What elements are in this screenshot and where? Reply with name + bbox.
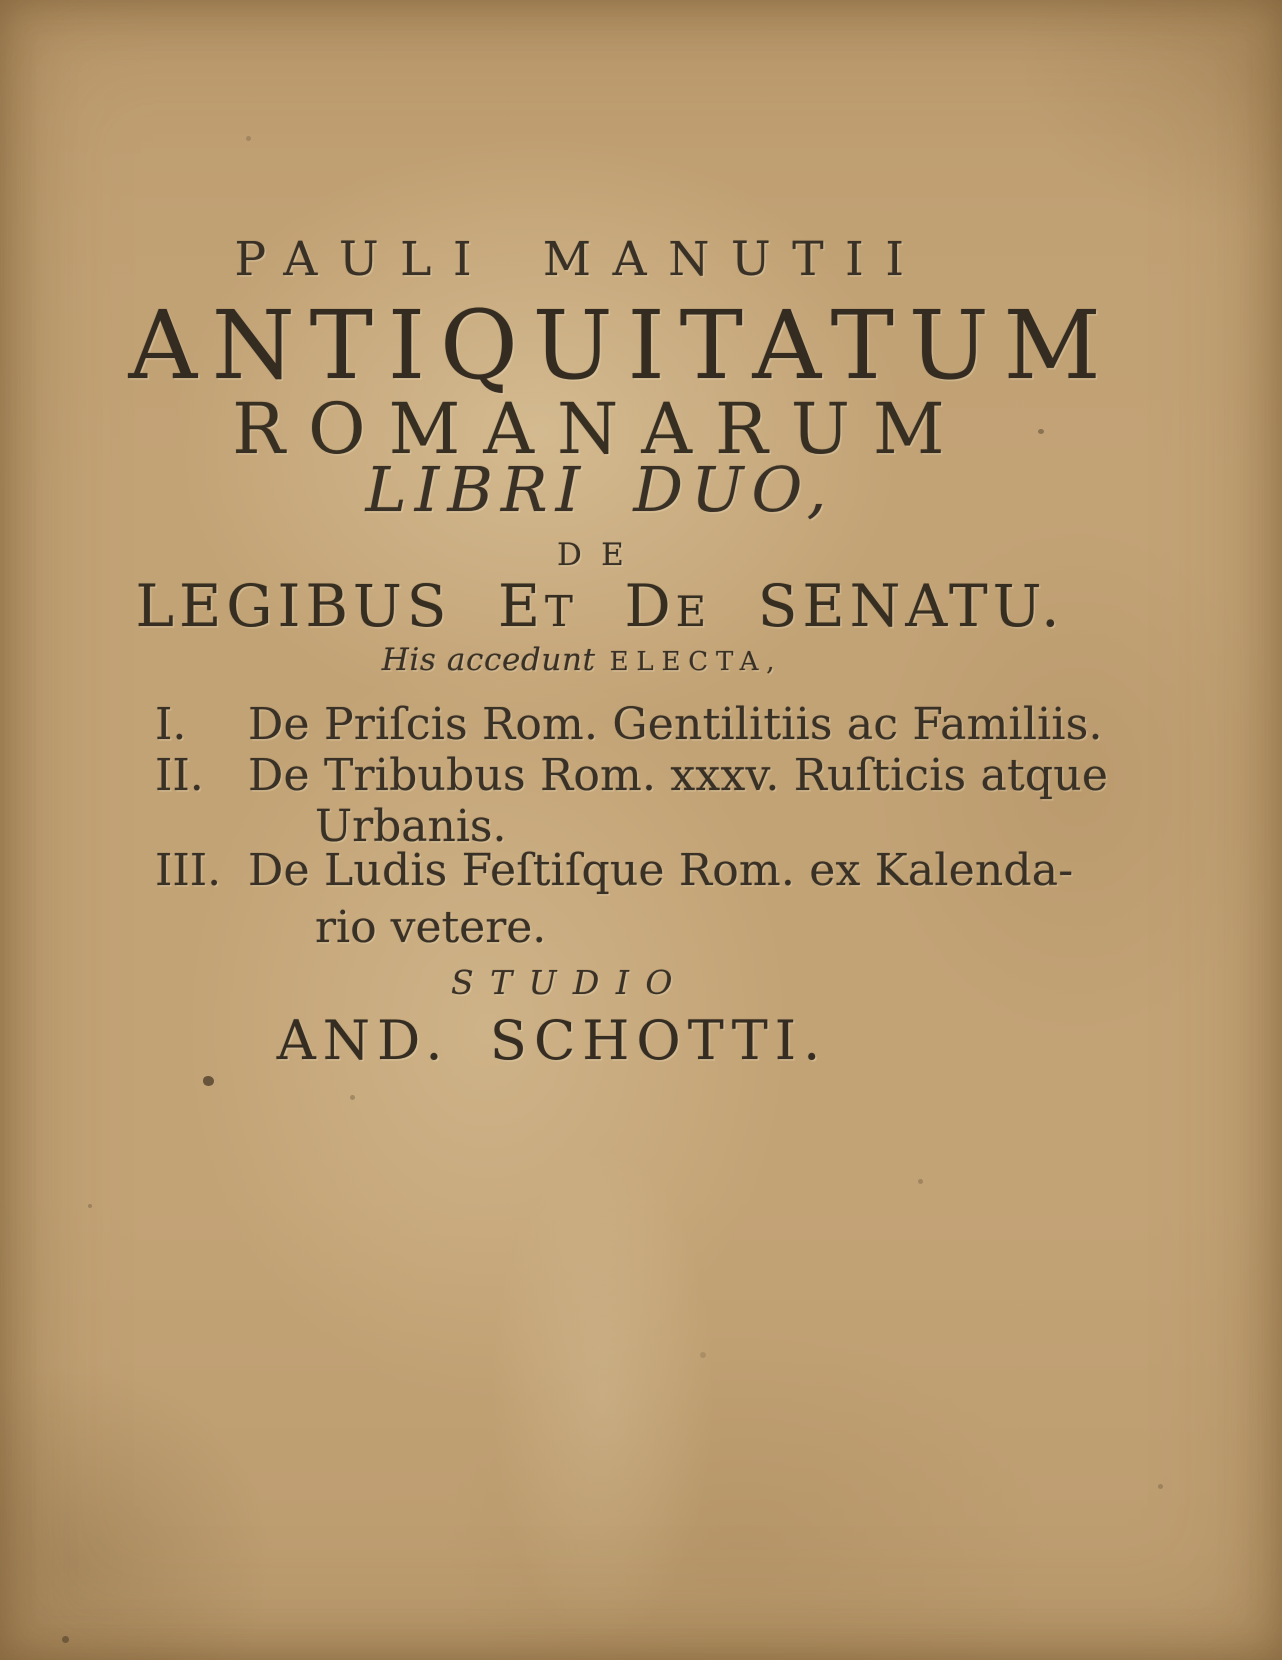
accedunt-line [0, 642, 1182, 678]
title-main: ANTIQUITATUM [128, 291, 1116, 401]
subject-word-senatu: SENATU. [757, 572, 1065, 640]
electa-item-2-text: De Tribubus Rom. xxxv. Ruſticis atque [248, 750, 1109, 801]
subject-word-et: ET [497, 573, 578, 640]
connector-de: DE [557, 537, 643, 573]
studio-line: STUDIO [451, 963, 689, 1002]
ink-speck [1158, 1484, 1163, 1489]
electa-item-1-text: De Priſcis Rom. Gentilitiis ac Familiis. [248, 699, 1103, 750]
subject-word-de: DE [624, 573, 712, 640]
editor-line: AND. SCHOTTI. [276, 1009, 828, 1072]
ink-speck [246, 136, 251, 141]
ink-speck [918, 1179, 923, 1184]
subject-word-legibus: LEGIBUS [135, 572, 452, 640]
ink-speck [88, 1204, 92, 1208]
electa-item-1-numeral: I. [155, 699, 187, 750]
ink-speck [350, 1095, 355, 1100]
electa-item-3-numeral: III. [155, 845, 222, 896]
ink-speck [62, 1636, 69, 1643]
subject-line [0, 572, 1200, 640]
electa-item-2-numeral: II. [155, 750, 204, 801]
ink-speck [1038, 429, 1044, 434]
title-books: LIBRI DUO, [365, 453, 835, 526]
accedunt-caps-text: ELECTA, [609, 647, 783, 677]
ink-speck [700, 1352, 706, 1358]
author-line: PAULI MANUTII [234, 232, 926, 287]
accedunt-italic-text: His accedunt [381, 642, 596, 678]
ink-speck [203, 1076, 214, 1086]
electa-item-2-text-cont: Urbanis. [315, 801, 507, 852]
title-sub: ROMANARUM [232, 388, 968, 470]
electa-item-3-text: De Ludis Feſtiſque Rom. ex Kalenda- [248, 845, 1074, 896]
electa-item-3-text-cont: rio vetere. [315, 902, 547, 953]
